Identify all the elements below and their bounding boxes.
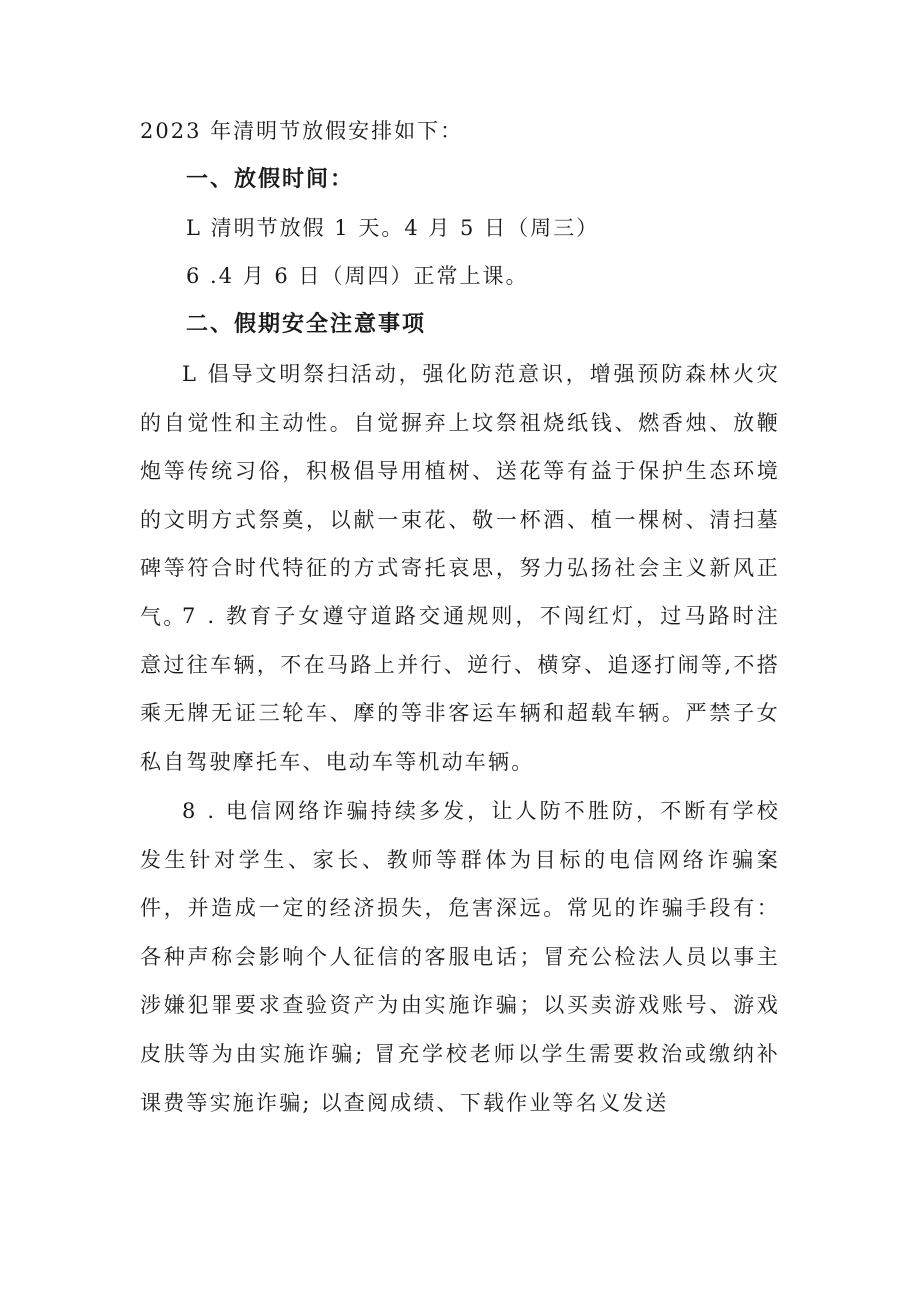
safety-paragraph-2: 7 . 教育子女遵守道路交通规则，不闯红灯，过马路时注意过往车辆，不在马路上并行、逆行、横穿、追逐打闹等,不搭乘无牌无证三轮车、摩的等非客运车辆和超载车辆。严禁子女私自驾驶摩托车、电动车等机动车辆。 [140,604,780,774]
safety-paragraph-1: L 倡导文明祭扫活动，强化防范意识，增强预防森林火灾的自觉性和主动性。自觉摒弃上坟祭祖烧纸钱、燃香烛、放鞭炮等传统习俗，积极倡导用植树、送花等有益于保护生态环境的文明方式祭奠，以献一束花、敬一杯酒、植一棵树、清扫墓碑等符合时代特征的方式寄托哀思，努力弘扬社会主义新风正气。 [140,362,780,629]
intro-line: 2023 年清明节放假安排如下： [140,119,464,143]
safety-paragraph-3: 8 . 电信网络诈骗持续多发，让人防不胜防，不断有学校发生针对学生、家长、教师等群体为目标的电信网络诈骗案件，并造成一定的经济损失，危害深远。常见的诈骗手段有：各种声称会影响个人征信的客服电话；冒充公检法人员以事主涉嫌犯罪要求查验资产为由实施诈骗；以买卖游戏账号、游戏皮肤等为由实施诈骗; 冒充学校老师以学生需要救治或缴纳补课费等实施诈骗; 以查阅成绩、下载作业等名义发送 [140,799,780,1115]
holiday-item-1: L 清明节放假 1 天。4 月 5 日（周三） [186,216,600,240]
section2-heading: 二、假期安全注意事项 [186,312,427,337]
section1-heading: 一、放假时间： [186,167,355,192]
holiday-item-2: 6 .4 月 6 日（周四）正常上课。 [186,264,529,288]
